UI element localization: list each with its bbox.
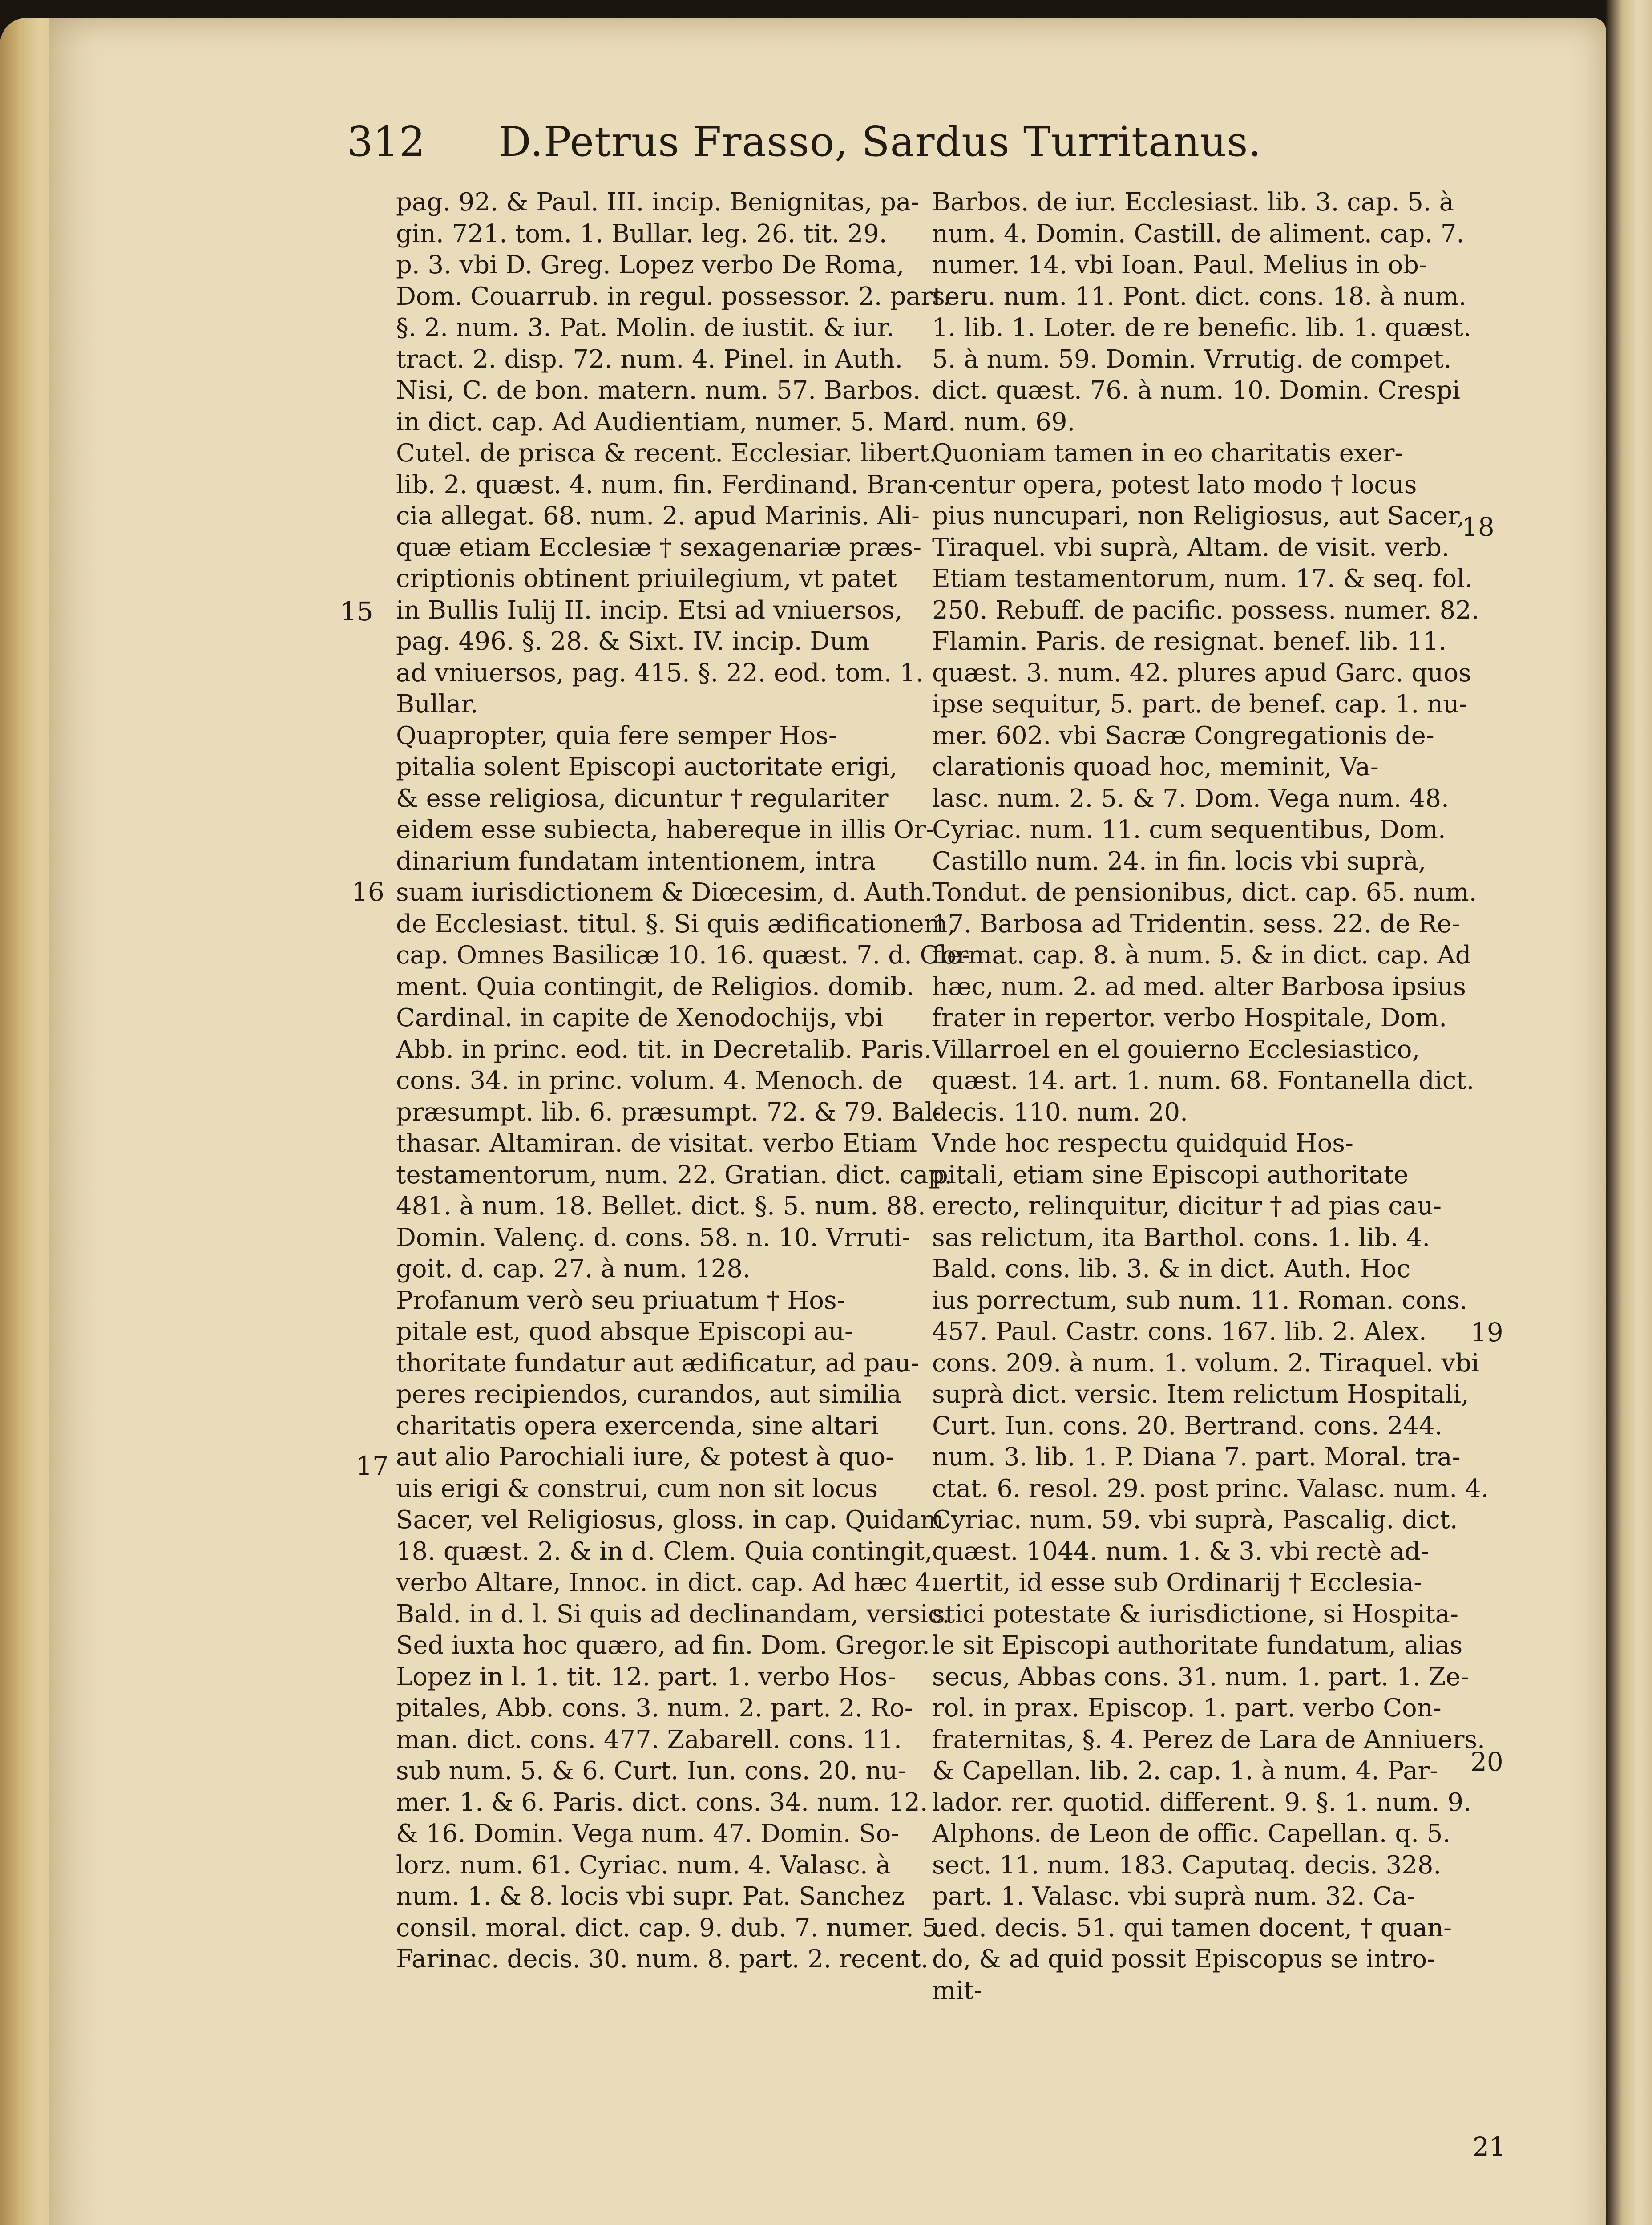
left-column-line: & esse religiosa, dicuntur † regulariter	[396, 784, 889, 813]
left-column-line: in dict. cap. Ad Audientiam, numer. 5. Mar.	[396, 407, 940, 437]
left-column-line: cia allegat. 68. num. 2. apud Marinis. Ali-	[396, 502, 920, 530]
right-column-line: ipse sequitur, 5. part. de benef. cap. 1. nu-	[932, 690, 1468, 719]
margin-number-21: 21	[1473, 2132, 1506, 2162]
left-text-column	[396, 187, 970, 1975]
left-column-line: pag. 92. & Paul. III. incip. Benignitas, pa-	[396, 188, 920, 217]
left-column-line: Cutel. de prisca & recent. Ecclesiar. libert.	[396, 439, 937, 468]
left-column-line: suam iurisdictionem & Diœcesim, d. Auth.	[396, 878, 933, 907]
left-column-line: quæ etiam Ecclesiæ † sexagenariæ præs-	[396, 533, 922, 562]
margin-number-18: 18	[1462, 512, 1494, 542]
right-column-line: Bald. cons. lib. 3. & in dict. Auth. Hoc	[932, 1254, 1411, 1283]
right-column-line: num. 3. lib. 1. P. Diana 7. part. Moral. tra-	[932, 1443, 1461, 1472]
margin-number-15: 15	[340, 596, 373, 627]
right-column-line: frater in repertor. verbo Hospitale, Dom.	[932, 1003, 1447, 1032]
right-column-line: format. cap. 8. à num. 5. & in dict. cap. Ad	[932, 941, 1471, 970]
right-column-line: Flamin. Paris. de resignat. benef. lib. 11.	[932, 627, 1447, 656]
right-column-line: 250. Rebuff. de pacific. possess. numer. 82.	[932, 595, 1479, 625]
right-column-line: lasc. num. 2. 5. & 7. Dom. Vega num. 48.	[932, 784, 1449, 813]
left-column-line: eidem esse subiecta, habereque in illis Or-	[396, 815, 934, 844]
left-column-line: Farinac. decis. 30. num. 8. part. 2. recent.	[396, 1945, 929, 1974]
left-column-line: man. dict. cons. 477. Zabarell. cons. 11.	[396, 1725, 902, 1754]
left-column-line: pitalia solent Episcopi auctoritate erigi,	[396, 752, 897, 781]
left-column-line: Dom. Couarrub. in regul. possessor. 2. part.	[396, 282, 951, 311]
right-column-line: dict. quæst. 76. à num. 10. Domin. Crespi	[932, 376, 1460, 405]
right-column-line: 1. lib. 1. Loter. de re benefic. lib. 1. quæst.	[932, 313, 1471, 342]
left-column-line: lib. 2. quæst. 4. num. fin. Ferdinand. Bran-	[396, 470, 936, 499]
left-column-line: ment. Quia contingit, de Religios. domib.	[396, 972, 914, 1001]
running-title: D.Petrus Frasso, Sardus Turritanus.	[498, 118, 1262, 166]
right-column-line: secus, Abbas cons. 31. num. 1. part. 1. Ze-	[932, 1662, 1469, 1691]
right-column-line: Curt. Iun. cons. 20. Bertrand. cons. 244.	[932, 1411, 1443, 1440]
left-column-line: præsumpt. lib. 6. præsumpt. 72. & 79. Bal-	[396, 1097, 941, 1127]
left-column-line: sub num. 5. & 6. Curt. Iun. cons. 20. nu-	[396, 1756, 906, 1785]
right-column-line: part. 1. Valasc. vbi suprà num. 32. Ca-	[932, 1882, 1415, 1911]
right-column-line: mit-	[932, 1976, 982, 2005]
right-column-line: Villarroel en el gouierno Ecclesiastico,	[932, 1035, 1420, 1064]
left-column-line: Bullar.	[396, 690, 478, 719]
left-column-line: thoritate fundatur aut ædificatur, ad pau-	[396, 1348, 919, 1378]
right-column-line: cons. 209. à num. 1. volum. 2. Tiraquel. vbi	[932, 1348, 1479, 1378]
right-column-line: Quoniam tamen in eo charitatis exer-	[932, 439, 1403, 468]
left-column-line: criptionis obtinent priuilegium, vt patet	[396, 564, 897, 593]
right-column-line: quæst. 3. num. 42. plures apud Garc. quos	[932, 658, 1471, 688]
left-column-line: Lopez in l. 1. tit. 12. part. 1. verbo Hos-	[396, 1662, 896, 1691]
right-column-line: numer. 14. vbi Ioan. Paul. Melius in ob-	[932, 251, 1427, 279]
margin-number-16: 16	[351, 877, 384, 907]
right-column-line: Vnde hoc respectu quidquid Hos-	[932, 1129, 1353, 1158]
right-column-line: fraternitas, §. 4. Perez de Lara de Anniuers.	[932, 1725, 1485, 1754]
right-column-line: d. num. 69.	[932, 407, 1075, 437]
left-column-line: gin. 721. tom. 1. Bullar. leg. 26. tit. 29.	[396, 219, 887, 248]
left-column-line: dinarium fundatam intentionem, intra	[396, 846, 876, 876]
right-column-line: pitali, etiam sine Episcopi authoritate	[932, 1160, 1409, 1189]
left-column-line: aut alio Parochiali iure, & potest à quo-	[396, 1443, 894, 1472]
left-column-line: de Ecclesiast. titul. §. Si quis ædificationem,	[396, 909, 956, 939]
left-column-line: consil. moral. dict. cap. 9. dub. 7. numer. 5.	[396, 1913, 946, 1942]
adjacent-page-edge	[1606, 0, 1652, 2225]
left-column-line: Abb. in princ. eod. tit. in Decretalib. Paris.	[396, 1035, 932, 1064]
left-column-line: mer. 1. & 6. Paris. dict. cons. 34. num. 12.	[396, 1788, 928, 1817]
margin-number-20: 20	[1470, 1747, 1503, 1777]
right-column-line: hæc, num. 2. ad med. alter Barbosa ipsius	[932, 972, 1466, 1001]
left-column-line: cap. Omnes Basilicæ 10. 16. quæst. 7. d. Cle-	[396, 941, 970, 970]
right-column-line: ctat. 6. resol. 29. post princ. Valasc. num. 4.	[932, 1474, 1489, 1503]
left-column-line: 481. à num. 18. Bellet. dict. §. 5. num. 88.	[396, 1192, 926, 1221]
left-column-line: 18. quæst. 2. & in d. Clem. Quia contingit,	[396, 1537, 933, 1566]
left-column-line: in Bullis Iulij II. incip. Etsi ad vniuersos,	[396, 595, 903, 625]
right-column-line: 17. Barbosa ad Tridentin. sess. 22. de Re-	[932, 909, 1460, 939]
right-column-line: 5. à num. 59. Domin. Vrrutig. de compet.	[932, 344, 1452, 374]
right-column-line: ued. decis. 51. qui tamen docent, † quan-	[932, 1913, 1452, 1942]
page-number: 312	[347, 118, 425, 166]
right-column-line: sas relictum, ita Barthol. cons. 1. lib. 4.	[932, 1223, 1430, 1252]
left-column-line: uis erigi & construi, cum non sit locus	[396, 1474, 878, 1503]
left-column-line: lorz. num. 61. Cyriac. num. 4. Valasc. à	[396, 1850, 891, 1880]
left-column-line: Sed iuxta hoc quæro, ad fin. Dom. Gregor.	[396, 1631, 930, 1660]
right-column-line: Tondut. de pensionibus, dict. cap. 65. num.	[932, 878, 1477, 907]
right-column-line: erecto, relinquitur, dicitur † ad pias cau-	[932, 1192, 1442, 1221]
left-column-line: pitale est, quod absque Episcopi au-	[396, 1317, 853, 1346]
right-column-line: Cyriac. num. 59. vbi suprà, Pascalig. dict.	[932, 1505, 1458, 1534]
right-column-line: Castillo num. 24. in fin. locis vbi suprà,	[932, 846, 1426, 876]
right-column-line: Cyriac. num. 11. cum sequentibus, Dom.	[932, 815, 1446, 844]
left-column-line: §. 2. num. 3. Pat. Molin. de iustit. & iur.	[396, 313, 895, 342]
left-column-line: peres recipiendos, curandos, aut similia	[396, 1380, 901, 1409]
right-column-line: stici potestate & iurisdictione, si Hospita-	[932, 1599, 1458, 1629]
right-column-line: mer. 602. vbi Sacræ Congregationis de-	[932, 721, 1434, 750]
right-column-line: quæst. 1044. num. 1. & 3. vbi rectè ad-	[932, 1537, 1429, 1566]
right-column-line: rol. in prax. Episcop. 1. part. verbo Con-	[932, 1694, 1442, 1723]
right-column-line: quæst. 14. art. 1. num. 68. Fontanella dict.	[932, 1066, 1474, 1095]
right-column-line: do, & ad quid possit Episcopus se intro-	[932, 1945, 1436, 1974]
right-column-line: Alphons. de Leon de offic. Capellan. q. 5.	[932, 1819, 1451, 1848]
right-column-line: lador. rer. quotid. different. 9. §. 1. num. 9.	[932, 1788, 1471, 1817]
left-column-line: Bald. in d. l. Si quis ad declinandam, versic.	[396, 1599, 950, 1629]
right-column-line: suprà dict. versic. Item relictum Hospitali,	[932, 1380, 1469, 1409]
right-column-line: ius porrectum, sub num. 11. Roman. cons.	[932, 1286, 1468, 1315]
right-column-line: seru. num. 11. Pont. dict. cons. 18. à num.	[932, 282, 1467, 311]
left-column-line: goit. d. cap. 27. à num. 128.	[396, 1254, 751, 1283]
left-column-line: p. 3. vbi D. Greg. Lopez verbo De Roma,	[396, 251, 905, 279]
left-column-line: Profanum verò seu priuatum † Hos-	[396, 1286, 845, 1315]
left-column-line: thasar. Altamiran. de visitat. verbo Etiam	[396, 1129, 917, 1158]
margin-number-17: 17	[356, 1451, 389, 1481]
right-column-line: 457. Paul. Castr. cons. 167. lib. 2. Alex.	[932, 1317, 1427, 1346]
left-column-line: Sacer, vel Religiosus, gloss. in cap. Quidam	[396, 1505, 944, 1534]
left-column-line: num. 1. & 8. locis vbi supr. Pat. Sanchez	[396, 1882, 905, 1911]
right-column-line: decis. 110. num. 20.	[932, 1097, 1188, 1127]
left-column-line: pag. 496. §. 28. & Sixt. IV. incip. Dum	[396, 627, 870, 656]
right-column-line: pius nuncupari, non Religiosus, aut Sacer,	[932, 502, 1465, 530]
left-column-line: verbo Altare, Innoc. in dict. cap. Ad hæc 4.	[396, 1568, 939, 1597]
right-column-line: sect. 11. num. 183. Caputaq. decis. 328.	[932, 1850, 1442, 1880]
right-column-line: centur opera, potest lato modo † locus	[932, 470, 1417, 499]
left-column-line: cons. 34. in princ. volum. 4. Menoch. de	[396, 1066, 903, 1095]
right-column-line: & Capellan. lib. 2. cap. 1. à num. 4. Par-	[932, 1756, 1438, 1785]
left-column-line: testamentorum, num. 22. Gratian. dict. cap.	[396, 1160, 953, 1189]
right-column-line: Barbos. de iur. Ecclesiast. lib. 3. cap. 5. à	[932, 188, 1454, 217]
right-column-line: Tiraquel. vbi suprà, Altam. de visit. verb.	[932, 533, 1450, 562]
left-column-line: charitatis opera exercenda, sine altari	[396, 1411, 879, 1440]
right-column-line: clarationis quoad hoc, meminit, Va-	[932, 752, 1379, 781]
left-column-line: Quapropter, quia fere semper Hos-	[396, 721, 837, 750]
left-column-line: pitales, Abb. cons. 3. num. 2. part. 2. Ro-	[396, 1694, 913, 1723]
left-column-line: Domin. Valenç. d. cons. 58. n. 10. Vrruti-	[396, 1223, 910, 1252]
right-column-line: num. 4. Domin. Castill. de aliment. cap. 7.	[932, 219, 1465, 248]
left-column-line: ad vniuersos, pag. 415. §. 22. eod. tom. 1.	[396, 658, 924, 688]
right-column-line: uertit, id esse sub Ordinarij † Ecclesia-	[932, 1568, 1422, 1597]
right-column-line: Etiam testamentorum, num. 17. & seq. fol.	[932, 564, 1473, 593]
right-column-line: le sit Episcopi authoritate fundatum, alias	[932, 1631, 1463, 1660]
margin-number-19: 19	[1470, 1317, 1503, 1347]
left-column-line: Cardinal. in capite de Xenodochijs, vbi	[396, 1003, 884, 1032]
left-column-line: tract. 2. disp. 72. num. 4. Pinel. in Auth.	[396, 344, 903, 374]
left-column-line: & 16. Domin. Vega num. 47. Domin. So-	[396, 1819, 900, 1848]
left-column-line: Nisi, C. de bon. matern. num. 57. Barbos.	[396, 376, 921, 405]
